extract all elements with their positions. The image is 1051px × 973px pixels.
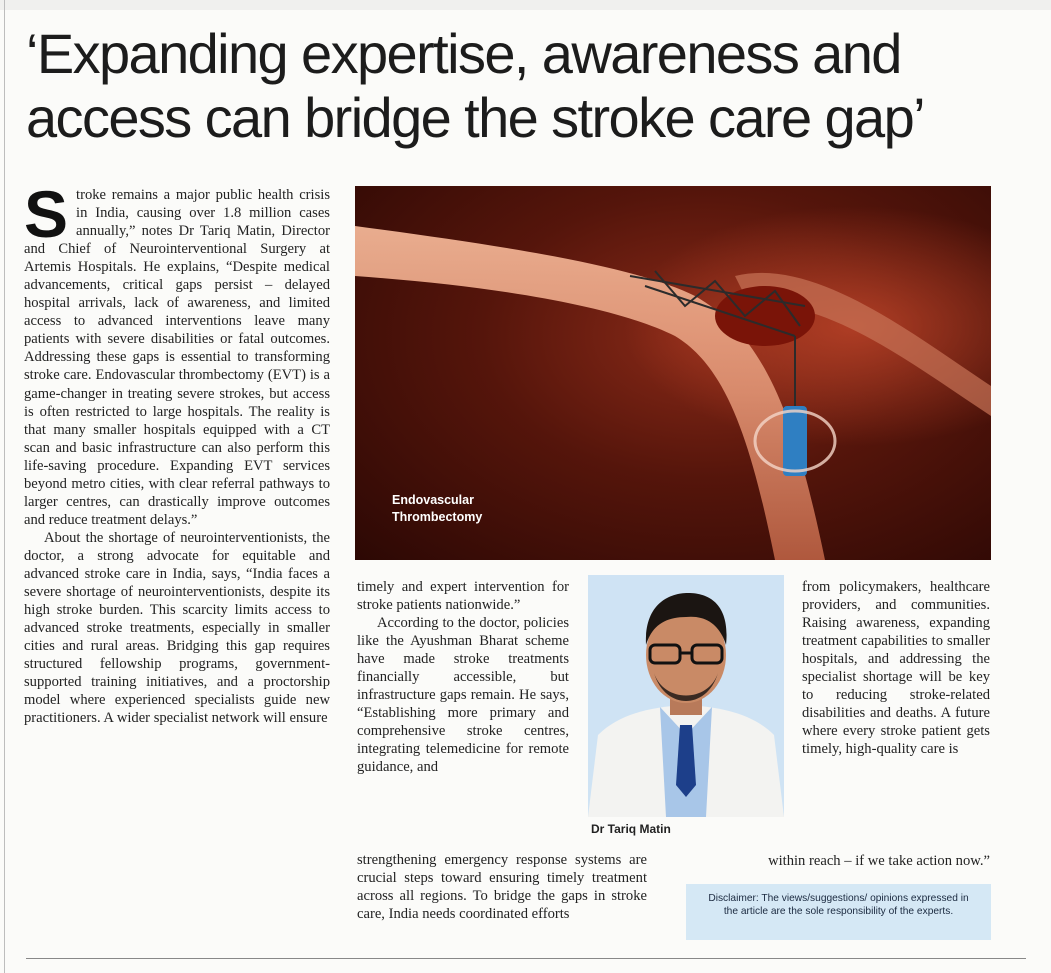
portrait-illustration bbox=[588, 575, 784, 817]
disclaimer-box bbox=[686, 884, 991, 940]
article-column-1 bbox=[24, 177, 330, 727]
paragraph-policies: According to the doctor, policies like the Ayushman Bharat scheme have made stroke treatments financially accessible, but infrastructure gaps remain. He says, “Establishing more primary and comprehensive stroke centres, integrating telemedicine for remote guidance, and bbox=[357, 615, 569, 776]
doctor-portrait bbox=[588, 575, 784, 817]
paragraph-nationwide: timely and expert intervention for stroke patients nationwide.” bbox=[357, 579, 569, 614]
article-headline: ‘Expanding expertise, awareness and access can bridge the stroke care gap’ bbox=[26, 22, 924, 149]
thrombectomy-illustration bbox=[355, 186, 991, 560]
portrait-caption: Dr Tariq Matin bbox=[591, 822, 671, 836]
page-edge bbox=[4, 0, 5, 973]
bottom-rule bbox=[26, 958, 1026, 959]
closing-line: within reach – if we take action now.” bbox=[768, 853, 990, 869]
paragraph-emergency: strengthening emergency response systems are crucial steps toward ensuring timely treatment across all regions. To bridge the gaps in stroke care, India needs coordinated efforts bbox=[357, 852, 647, 923]
article-column-2-continued bbox=[357, 851, 647, 923]
paragraph-shortage: About the shortage of neurointerventionists, the doctor, a strong advocate for equitable and advanced stroke care in India, says, “India faces a severe shortage of neurointerventionists, despite its high stroke burden. This scarcity limits access to advanced stroke treatments, especially in smaller cities and rural areas. Bridging this gap requires structured fellowship programs, government-supported training initiatives, and a proctorship model where experienced specialists guide new practitioners. A wider specialist network will ensure bbox=[24, 529, 330, 727]
top-strip bbox=[0, 0, 1051, 10]
article-column-2 bbox=[357, 578, 569, 777]
article-column-3 bbox=[802, 578, 990, 758]
figure-caption: Endovascular Thrombectomy bbox=[392, 493, 483, 524]
disclaimer-text: Disclaimer: The views/suggestions/ opinions expressed in the article are the sole responsibility of the experts. bbox=[708, 893, 969, 917]
blood-clot bbox=[715, 286, 815, 346]
catheter bbox=[783, 406, 807, 476]
drop-cap: S bbox=[24, 177, 69, 251]
paragraph-future: from policymakers, healthcare providers, and communities. Raising awareness, expanding treatment capabilities to smaller hospitals, and addressing the specialist shortage will be key to reducing stroke-related disabilities and deaths. A future where every stroke patient gets timely, high-quality care is bbox=[802, 579, 990, 758]
paragraph-intro: troke remains a major public health crisis in India, causing over 1.8 million cases annually,” notes Dr Tariq Matin, Director and Chief of Neurointerventional Surgery at Artemis Hospitals. He explains, “Despite medical advancements, critical gaps persist – delayed hospital arrivals, lack of awareness, and limited access to advanced interventions leave many patients with severe disabilities or fatal outcomes. Addressing these gaps is essential to transforming stroke care. Endovascular thrombectomy (EVT) is a game-changer in treating severe strokes, but access is often restricted to large hospitals. The reality is that many smaller hospitals equipped with a CT scan and basic infrastructure can also perform this life-saving procedure. Expanding EVT services beyond metro cities, with clear referral pathways to larger centres, can drastically improve outcomes and reduce treatment delays.” bbox=[24, 187, 330, 528]
